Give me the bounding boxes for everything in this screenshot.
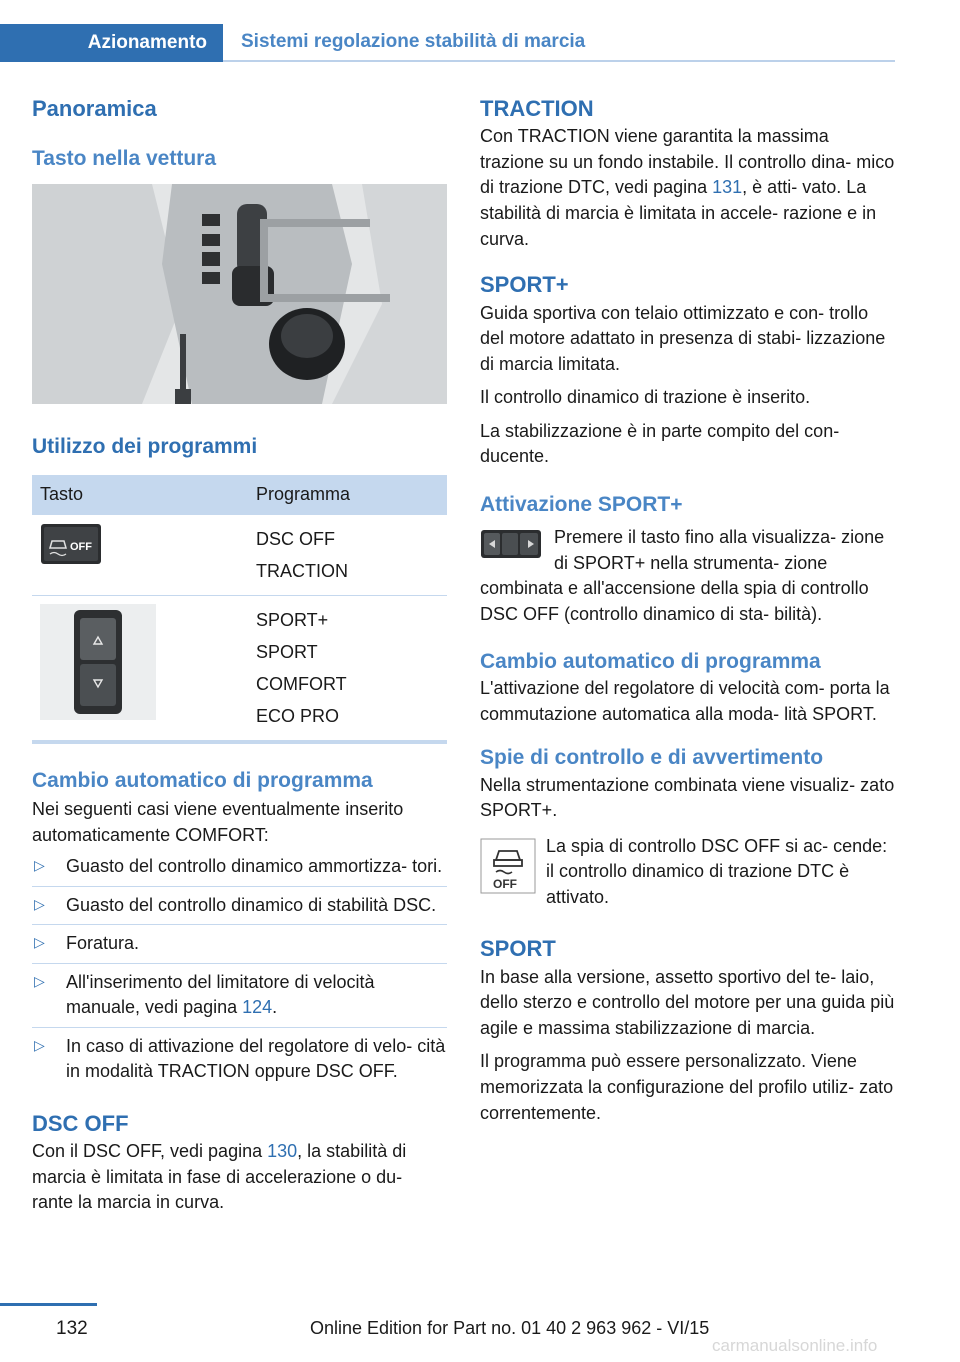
auto-change-text: Nei seguenti casi viene eventualmente inserito automaticamente COMFORT: <box>32 798 404 845</box>
console-photo <box>32 184 447 404</box>
program-eco-pro: ECO PRO <box>256 705 340 726</box>
activation-text: Premere il tasto fino alla visualizza- zione di SPORT+ nella strumenta- zione combinata e all'accensione della spia di controllo DSC OFF (controllo dinamico di sta- bilità). <box>480 526 885 624</box>
footer-rule <box>0 1303 97 1306</box>
dsc-off-button-icon <box>40 523 102 565</box>
heading-activation: Attivazione SPORT+ <box>480 492 683 516</box>
subsection-title: Sistemi regolazione stabilità di marcia <box>223 24 895 62</box>
heading-button-in-car: Tasto nella vettura <box>32 147 216 171</box>
triangle-bullet-icon: ▷ <box>34 972 45 989</box>
heading-auto-change-right: Cambio automatico di programma <box>480 650 821 674</box>
sport-text-2: Il programma può essere personalizzato. Viene memorizzata la configurazione del profilo utiliz- zato correntemente. <box>480 1051 894 1123</box>
table-header-program: Programma <box>248 475 447 515</box>
table-header-key: Tasto <box>32 475 248 515</box>
console-illustration <box>32 184 447 404</box>
dsc-off-warning-light-icon <box>480 838 536 894</box>
table-row <box>32 595 447 742</box>
dsc-off-text: Con il DSC OFF, vedi pagina 130, la stabilità di marcia è limitata in fase di accelerazione o du- rante la marcia in curva. <box>32 1141 407 1213</box>
auto-change-list <box>32 854 447 1091</box>
page-header <box>0 24 895 62</box>
heading-dsc-off: DSC OFF <box>32 1110 129 1136</box>
heading-traction: TRACTION <box>480 96 594 121</box>
heading-auto-change: Cambio automatico di programma <box>32 768 373 792</box>
activation-block <box>480 525 895 627</box>
page-number: 132 <box>56 1318 88 1339</box>
dsc-off-light-text: La spia di controllo DSC OFF si ac- cende: il controllo dinamico di trazione DTC è attivato. <box>546 835 888 907</box>
triangle-bullet-icon: ▷ <box>34 1036 45 1053</box>
sport-plus-text-1: Guida sportiva con telaio ottimizzato e con- trollo del motore adattato in presenza di stabi- lizzazione di marcia limitata. <box>480 302 886 374</box>
heading-warning-lights: Spie di controllo e di avvertimento <box>480 746 824 770</box>
sport-toggle-button-icon <box>480 529 542 559</box>
table-row <box>32 515 447 596</box>
program-traction: TRACTION <box>256 560 348 581</box>
list-item: ▷ All'inserimento del limitatore di velocità manuale, vedi pagina 124. <box>32 970 447 1028</box>
heading-sport: SPORT <box>480 936 556 962</box>
svg-text:OFF: OFF <box>493 876 517 891</box>
svg-text:OFF: OFF <box>70 540 92 553</box>
page-link-130[interactable]: 130 <box>267 1141 298 1162</box>
right-column <box>480 96 895 1126</box>
program-comfort: COMFORT <box>256 673 347 694</box>
program-sport: SPORT <box>256 641 318 662</box>
sport-plus-text-3: La stabilizzazione è in parte compito del con- ducente. <box>480 420 840 467</box>
watermark: carmanualsonline.info <box>712 1336 878 1355</box>
triangle-bullet-icon: ▷ <box>34 934 45 951</box>
heading-usage: Utilizzo dei programmi <box>32 434 258 458</box>
triangle-bullet-icon: ▷ <box>34 895 45 912</box>
triangle-bullet-icon: ▷ <box>34 857 45 874</box>
warning-lights-text: Nella strumentazione combinata viene visualiz- zato SPORT+. <box>480 774 895 821</box>
programs-table <box>32 475 447 744</box>
program-sport-plus: SPORT+ <box>256 609 329 630</box>
sport-text-1: In base alla versione, assetto sportivo del te- laio, dello sterzo e controllo del motore per una guida più agile e massima stabilizzazione di marcia. <box>480 966 895 1038</box>
edition-info: Online Edition for Part no. 01 40 2 963 962 - VI/15 <box>310 1318 710 1338</box>
rocker-switch-icon <box>40 604 156 720</box>
left-column <box>32 96 447 1216</box>
list-item: ▷ Guasto del controllo dinamico ammortizza- tori. <box>32 854 447 887</box>
heading-sport-plus: SPORT+ <box>480 272 569 298</box>
program-dsc-off: DSC OFF <box>256 528 335 549</box>
section-tab: Azionamento <box>0 24 223 62</box>
dsc-off-light-block <box>480 834 895 911</box>
list-item: ▷ Foratura. <box>32 931 447 964</box>
page-link-131[interactable]: 131 <box>712 177 743 198</box>
heading-overview: Panoramica <box>32 96 157 121</box>
list-item: ▷ In caso di attivazione del regolatore di velo- cità in modalità TRACTION oppure DSC OFF. <box>34 1035 446 1082</box>
list-item: ▷ Guasto del controllo dinamico di stabilità DSC. <box>32 893 447 926</box>
traction-text: Con TRACTION viene garantita la massima trazione su un fondo instabile. Il controllo dina- mico di trazione DTC, vedi pagina 131, è atti- vato. La stabilità di marcia è limitata in accele- razione e in curva. <box>480 126 895 249</box>
sport-plus-text-2: Il controllo dinamico di trazione è inserito. <box>480 387 811 408</box>
page-link-124[interactable]: 124 <box>242 997 273 1018</box>
auto-change-right-text: L'attivazione del regolatore di velocità com- porta la commutazione automatica alla moda- lità SPORT. <box>480 678 890 724</box>
